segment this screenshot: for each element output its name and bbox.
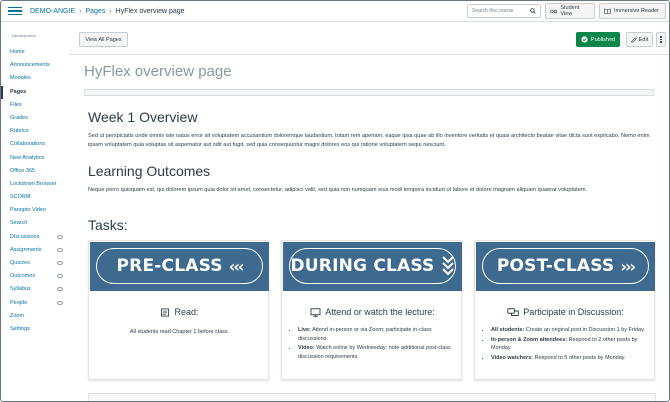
book-icon [604, 8, 611, 14]
hidden-eye-icon [57, 261, 63, 265]
sidebar-item-office-365[interactable] [1, 165, 69, 178]
breadcrumb-course[interactable]: DEMO-ANGIE [30, 7, 76, 15]
list-item [491, 354, 648, 363]
card-body: All students read Chapter 1 before class. [129, 329, 230, 335]
sidebar-item-outcomes[interactable] [1, 270, 69, 283]
sidebar-item-zoom[interactable] [1, 310, 69, 323]
sidebar-item-label: Quizzes [10, 260, 30, 266]
chat-icon [507, 308, 519, 317]
bullet-text: Respond to 2 other posts by Monday. [491, 336, 638, 352]
bullet-text: Create an original post in Discussion 1 by Friday. [524, 327, 645, 333]
search-placeholder: Search this course [472, 8, 514, 14]
sidebar-item-scorm[interactable] [1, 191, 69, 204]
sidebar-item-label: Syllabus [10, 286, 31, 293]
course-nav [1, 23, 69, 401]
hidden-eye-icon [57, 248, 63, 252]
sidebar-item-label: New Analytics [10, 154, 45, 161]
banner-text: PRE-CLASS [116, 256, 223, 276]
sidebar-item-label: SCORM [10, 194, 31, 201]
bullet-label: In-person & Zoom attendees: [491, 336, 568, 343]
tasks-heading: Tasks: [88, 217, 128, 233]
sidebar-item-new-analytics[interactable] [1, 152, 69, 165]
top-bar [1, 1, 669, 22]
hidden-eye-icon [57, 274, 63, 278]
page-banner-bar [84, 89, 654, 96]
sidebar-item-assignments[interactable] [1, 244, 69, 257]
sidebar-item-discussions[interactable] [1, 231, 69, 244]
sidebar-item-label: Search [10, 220, 28, 227]
view-all-pages-button[interactable]: View All Pages [79, 32, 128, 47]
sidebar-item-label: Pages [10, 88, 27, 95]
sidebar-item-search[interactable] [1, 217, 69, 230]
card-body [282, 326, 463, 362]
chevron-right-icon: › [109, 7, 112, 15]
glasses-icon [550, 9, 557, 14]
hidden-eye-icon [57, 235, 63, 239]
more-options-icon[interactable] [656, 32, 666, 47]
list-item [491, 326, 648, 335]
bullet-list [475, 326, 656, 362]
post-class-badge [482, 248, 649, 284]
bullet-text: Watch online by Wednesday; note additional post-class discussion requirements. [298, 345, 451, 360]
banner-text: DURING CLASS [290, 256, 435, 276]
immersive-reader-label: Immersive Reader [614, 8, 659, 14]
pre-class-badge [96, 248, 263, 284]
card-title-text: Read: [174, 307, 199, 317]
sidebar-item-files[interactable] [1, 99, 69, 112]
sidebar-item-label: People [10, 299, 28, 306]
card-title-text: Attend or watch the lecture: [325, 307, 435, 317]
bullet-label: Video watchers: [491, 354, 534, 361]
sidebar-item-label: Discussions [10, 233, 40, 240]
sidebar-item-label: Lockdown Browser [10, 180, 57, 187]
student-view-label: Student View [560, 5, 580, 17]
divider [69, 54, 669, 55]
bullet-label: All students: [491, 327, 525, 333]
learning-outcomes-heading: Learning Outcomes [88, 163, 211, 179]
card-banner [476, 242, 655, 291]
during-class-badge [289, 248, 456, 284]
sidebar-item-label: Files [10, 101, 22, 108]
sidebar-item-quizzes[interactable] [1, 257, 69, 270]
hamburger-menu-icon[interactable] [8, 7, 22, 16]
edit-label: Edit [638, 36, 649, 43]
card-title-text: Participate in Discussion: [523, 307, 624, 317]
bullet-label: Video: [298, 345, 315, 352]
week-text: Sed ut perspiciatis unde omnis iste natus error sit voluptatem accusantium doloremque laudantium, totam rem aperiam, eaque ipsa quae ab illo inventore veritatis et quasi architecto beatae vitae dicta sunt explicabo. Nemo enim ipsam voluptatem quia voluptas sit aspernatur aut odit aut fugit, sed quia consequuntur magni dolores eos qui ratione voluptatem sequi nesciunt. [88, 133, 650, 148]
card-body [475, 326, 656, 363]
card-banner [90, 242, 269, 291]
hidden-eye-icon [57, 287, 63, 291]
sidebar-item-label: Rubrics [10, 128, 29, 135]
bullet-list [282, 326, 463, 361]
book-icon [160, 308, 170, 317]
card-banner [283, 242, 462, 291]
published-label: Published [590, 36, 616, 43]
week-heading: Week 1 Overview [88, 109, 198, 125]
sidebar-item-rubrics[interactable] [1, 125, 69, 138]
published-button[interactable] [576, 32, 620, 47]
chevrons-left-icon: ‹‹‹ [228, 256, 243, 276]
hidden-eye-icon [57, 301, 63, 305]
sidebar-item-label: Modules [10, 75, 31, 82]
bullet-text: Respond to 5 other posts by Monday. [533, 354, 626, 361]
sidebar-item-label: Zoom [10, 312, 25, 319]
edit-button[interactable] [626, 32, 653, 47]
list-item [298, 326, 455, 343]
immersive-reader-button[interactable] [599, 3, 666, 19]
sidebar-item-label: Collaborations [10, 141, 46, 148]
chevron-right-icon: › [79, 7, 82, 15]
sidebar-item-settings[interactable] [1, 323, 69, 336]
sidebar-item-label: Settings [10, 325, 30, 332]
sidebar-item-collaborations[interactable] [1, 138, 69, 151]
task-card-post-class [474, 240, 655, 380]
sidebar-item-label: Office 365 [10, 167, 35, 174]
task-card-during-class [281, 240, 462, 380]
sidebar-item-lockdown-browser[interactable] [1, 178, 69, 191]
sidebar-item-grades[interactable] [1, 112, 69, 125]
search-input[interactable] [467, 4, 541, 18]
breadcrumb-current: HyFlex overview page [115, 7, 185, 15]
card-title [475, 307, 656, 317]
bullet-label: Live: [298, 327, 311, 333]
banner-text: POST-CLASS [496, 256, 615, 276]
bullet-text: Attend in-person or via Zoom; participate in-class discussions. [298, 327, 432, 342]
sidebar-item-label: Panopto Video [10, 207, 46, 214]
list-item [298, 344, 455, 361]
list-item [491, 336, 648, 353]
sidebar-item-label: Announcements [10, 62, 50, 69]
chevrons-right-icon: ››› [620, 256, 635, 276]
student-view-button[interactable] [545, 3, 595, 19]
sidebar-item-modules[interactable] [1, 72, 69, 85]
card-title [282, 307, 463, 317]
breadcrumb-pages[interactable]: Pages [85, 7, 106, 15]
monitor-icon [310, 308, 321, 317]
sidebar-item-label: Assignments [10, 246, 42, 253]
learning-outcomes-text: Neque porro quisquam est, qui dolorem ipsum quia dolor sit amet, consectetur, adipisci velit, sed quia non numquam eius modi tempora incidunt ut labore et dolore magnam aliquam quaerat voluptatem. [88, 187, 588, 193]
check-circle-icon [581, 36, 588, 43]
sidebar-item-label: Outcomes [10, 273, 36, 280]
sidebar-item-home[interactable] [1, 46, 69, 59]
card-title [89, 307, 270, 317]
sidebar-item-label: Grades [10, 114, 29, 121]
task-card-pre-class [88, 240, 269, 380]
chevrons-down-icon [441, 255, 455, 277]
sidebar-item-syllabus[interactable] [1, 283, 69, 296]
search-icon [530, 8, 536, 14]
sidebar-item-people[interactable] [1, 297, 69, 310]
sidebar-item-announcements[interactable] [1, 59, 69, 72]
page-title: HyFlex overview page [84, 63, 232, 80]
pencil-icon [631, 37, 637, 43]
sidebar-item-pages[interactable] [1, 86, 69, 99]
sidebar-item-label: Home [10, 49, 25, 55]
course-label: Development [12, 33, 36, 38]
breadcrumb [30, 8, 185, 15]
next-content-block [88, 393, 656, 402]
sidebar-item-panopto-video[interactable] [1, 204, 69, 217]
